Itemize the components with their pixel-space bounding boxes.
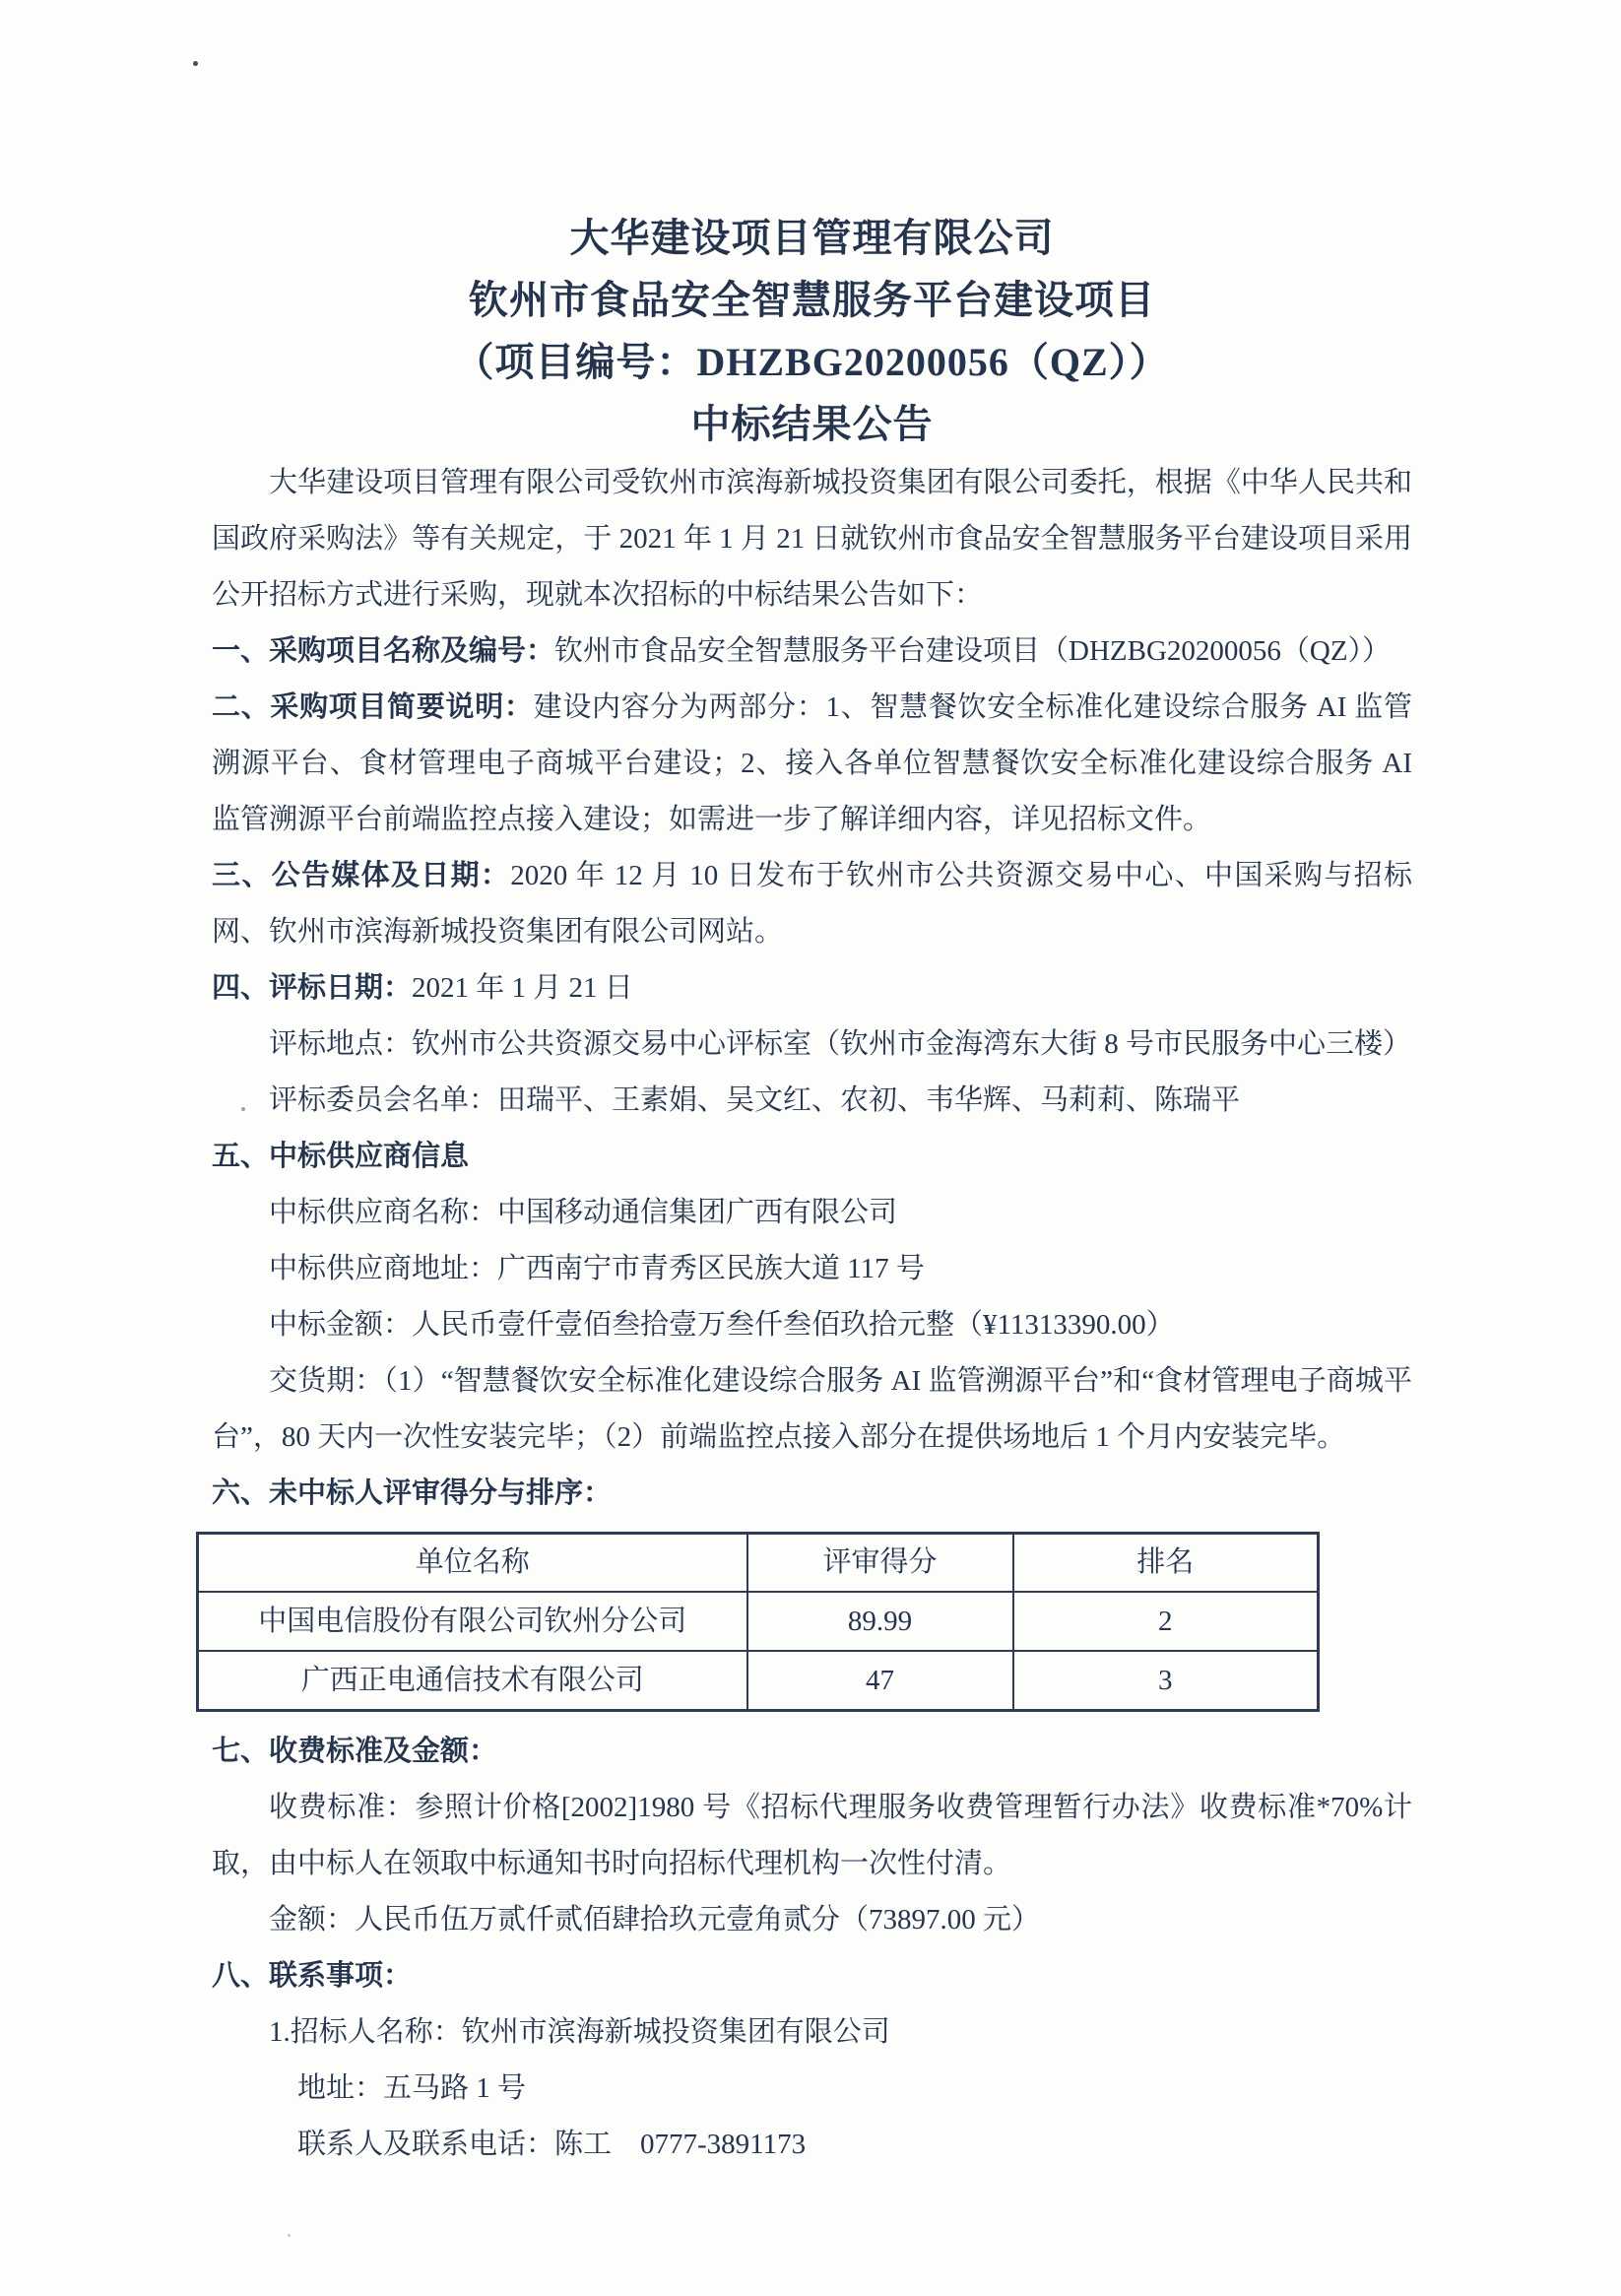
section-2 bbox=[212, 680, 1412, 848]
score-table bbox=[196, 1532, 1320, 1712]
section-8-label: 八、联系事项： bbox=[212, 1960, 413, 1992]
fee-amount-line: 金额：人民币伍万贰仟贰佰肆拾玖元壹角贰分（73897.00 元） bbox=[269, 1904, 1041, 1935]
title-project-number: （项目编号：DHZBG20200056（QZ）） bbox=[454, 340, 1170, 384]
cell-rank: 3 bbox=[1013, 1651, 1319, 1711]
section-3 bbox=[212, 848, 1412, 960]
fee-standard-paragraph: 收费标准：参照计价格[2002]1980 号《招标代理服务收费管理暂行办法》收费标准*70%计取，由中标人在领取中标通知书时向招标代理机构一次性付清。 bbox=[212, 1792, 1412, 1879]
evaluation-committee-line: 评标委员会名单：田瑞平、王素娟、吴文红、农初、韦华辉、马莉莉、陈瑞平 bbox=[269, 1084, 1241, 1116]
section-1-text: 钦州市食品安全智慧服务平台建设项目（DHZBG20200056（QZ）） bbox=[554, 635, 1392, 667]
title-announcement: 中标结果公告 bbox=[690, 402, 934, 446]
header-review-score: 评审得分 bbox=[747, 1534, 1013, 1593]
winner-name-line: 中标供应商名称：中国移动通信集团广西有限公司 bbox=[269, 1197, 898, 1228]
section-1 bbox=[212, 623, 1412, 680]
winner-amount-line: 中标金额：人民币壹仟壹佰叁拾壹万叁仟叁佰玖拾元整（¥11313390.00） bbox=[269, 1309, 1175, 1341]
section-4 bbox=[212, 960, 1412, 1017]
section-3-text: 2020 年 12 月 10 日发布于钦州市公共资源交易中心、中国采购与招标网、钦州市滨海新城投资集团有限公司网站。 bbox=[212, 860, 1412, 948]
contact-line: 联系人及联系电话：陈工 0777-3891173 bbox=[297, 2129, 807, 2160]
title-company: 大华建设项目管理有限公司 bbox=[569, 216, 1055, 260]
delivery-terms-paragraph: 交货期：（1）“智慧餐饮安全标准化建设综合服务 AI 监管溯源平台”和“食材管理电子商城平台”，80 天内一次性安装完毕；（2）前端监控点接入部分在提供场地后 1 个月内安装完毕。 bbox=[212, 1365, 1412, 1453]
cell-review-score: 89.99 bbox=[747, 1592, 1013, 1651]
section-2-label: 二、采购项目简要说明： bbox=[212, 691, 534, 723]
section-8 bbox=[212, 1948, 1412, 2004]
cell-rank: 2 bbox=[1013, 1592, 1319, 1651]
section-5-label: 五、中标供应商信息 bbox=[212, 1141, 470, 1172]
table-row bbox=[198, 1592, 1319, 1651]
evaluation-location-line: 评标地点：钦州市公共资源交易中心评标室（钦州市金海湾东大街 8 号市民服务中心三楼） bbox=[269, 1028, 1412, 1060]
cell-company-name: 中国电信股份有限公司钦州分公司 bbox=[198, 1592, 747, 1651]
winner-address-line: 中标供应商地址：广西南宁市青秀区民族大道 117 号 bbox=[269, 1253, 925, 1284]
section-1-label: 一、采购项目名称及编号： bbox=[212, 635, 555, 667]
header-rank: 排名 bbox=[1013, 1534, 1319, 1593]
intro-paragraph: 大华建设项目管理有限公司受钦州市滨海新城投资集团有限公司委托，根据《中华人民共和国政府采购法》等有关规定，于 2021 年 1 月 21 日就钦州市食品安全智慧服务平台建设项目采用公开招标方式进行采购，现就本次招标的中标结果公告如下： bbox=[212, 467, 1412, 611]
section-7-label: 七、收费标准及金额： bbox=[212, 1736, 498, 1767]
title-project: 钦州市食品安全智慧服务平台建设项目 bbox=[469, 278, 1155, 322]
tenderer-name-line: 1.招标人名称：钦州市滨海新城投资集团有限公司 bbox=[269, 2016, 890, 2048]
header-company-name: 单位名称 bbox=[198, 1534, 747, 1593]
tenderer-address-line: 地址：五马路 1 号 bbox=[297, 2072, 527, 2104]
section-4-text: 2021 年 1 月 21 日 bbox=[412, 972, 633, 1004]
section-5 bbox=[212, 1129, 1412, 1185]
section-6-label: 六、未中标人评审得分与排序： bbox=[212, 1477, 613, 1509]
score-table-header-row bbox=[198, 1534, 1319, 1593]
cell-review-score: 47 bbox=[747, 1651, 1013, 1711]
section-6 bbox=[212, 1466, 1412, 1522]
cell-company-name: 广西正电通信技术有限公司 bbox=[198, 1651, 747, 1711]
section-7 bbox=[212, 1724, 1412, 1780]
table-row bbox=[198, 1651, 1319, 1711]
document-title-block bbox=[212, 0, 1412, 455]
section-3-label: 三、公告媒体及日期： bbox=[212, 860, 511, 891]
scan-artifact-dot bbox=[241, 1107, 245, 1111]
scan-artifact-dot bbox=[288, 2234, 291, 2237]
scan-artifact-dot bbox=[193, 61, 198, 66]
section-4-label: 四、评标日期： bbox=[212, 972, 413, 1004]
section-2-text: 建设内容分为两部分：1、智慧餐饮安全标准化建设综合服务 AI 监管溯源平台、食材管理电子商城平台建设；2、接入各单位智慧餐饮安全标准化建设综合服务 AI 监管溯源平台前端监控点接入建设；如需进一步了解详细内容，详见招标文件。 bbox=[212, 691, 1412, 835]
